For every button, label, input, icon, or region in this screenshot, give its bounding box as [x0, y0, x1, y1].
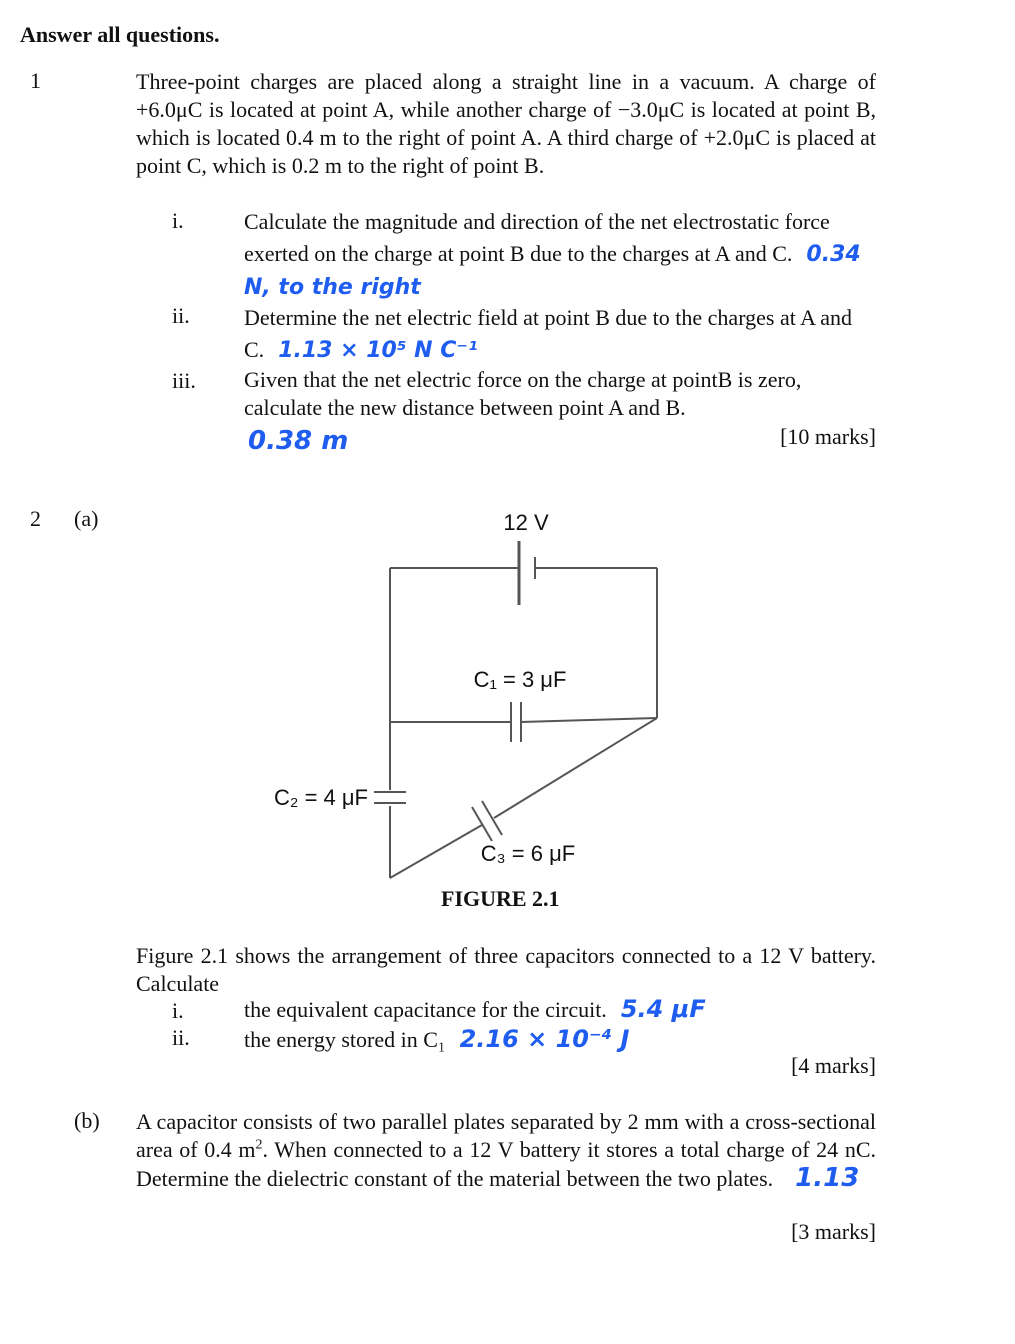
- circuit-diagram: [250, 505, 680, 890]
- q2a-item-ii-num: ii.: [172, 1025, 190, 1050]
- q1-item-iii-answer: 0.38 m: [248, 426, 349, 456]
- q1-item-i-num: i.: [172, 208, 184, 233]
- q1-item-iii-num: iii.: [172, 368, 196, 393]
- q1-item-ii-text: Determine the net electric field at point B due to the charges at A and C.: [244, 305, 853, 362]
- q1-stem: Three-point charges are placed along a straight line in a vacuum. A charge of +6.0μC is located at point A, while another charge of −3.0μC is located at point B, which is located 0.4 m to the right of point A. A third charge of +2.0μC is placed at point C, which is 0.2 m to the right of point B.: [136, 69, 876, 178]
- q2b-stem: [136, 1108, 876, 1193]
- q1-item-i-text: Calculate the magnitude and direction of the net electrostatic force exerted on the charge at point B due to the charges at A and C.: [244, 209, 830, 266]
- q2b-answer: 1.13: [795, 1163, 860, 1193]
- c3-label: C₃ = 6 μF: [480, 841, 576, 866]
- q2b-label: (b): [74, 1108, 100, 1133]
- battery-symbol: [519, 541, 535, 605]
- battery-label: 12 V: [503, 510, 549, 535]
- q1-item-ii-answer: 1.13 × 10⁵ N C⁻¹: [278, 338, 478, 363]
- q2a-item-i-num: i.: [172, 998, 184, 1023]
- c2-capacitor-symbol: [374, 790, 406, 806]
- q2a-item-i-text: the equivalent capacitance for the circuit.: [244, 997, 607, 1022]
- q1-marks: [10 marks]: [780, 424, 876, 449]
- c1-label: C₁ = 3 μF: [473, 667, 567, 692]
- c1-capacitor-symbol: [511, 702, 521, 742]
- c1-wire: [390, 718, 657, 722]
- page-heading: Answer all questions.: [20, 22, 220, 47]
- q2-number: 2: [30, 506, 41, 531]
- q1-item-i: [244, 206, 876, 304]
- q2a-item-ii-text: the energy stored in C₁: [244, 1027, 446, 1052]
- q1-item-ii-num: ii.: [172, 303, 190, 328]
- q2b-marks: [3 marks]: [791, 1219, 876, 1244]
- q2a-item-i-answer: 5.4 μF: [620, 995, 706, 1023]
- q2a-item-ii-answer: 2.16 × 10⁻⁴ J: [459, 1025, 630, 1053]
- q2b-stem-sup: 2: [255, 1137, 263, 1153]
- q2a-stem: Figure 2.1 shows the arrangement of three capacitors connected to a 12 V battery. Calculate: [136, 943, 876, 996]
- q2b-stem-text-1: A capacitor consists of two parallel plates separated by 2 mm with a cross-sectional area of 0.4 m: [136, 1109, 876, 1162]
- q2b-stem-text-2: . When connected to a 12 V battery it stores a total charge of 24 nC. Determine the dielectric constant of the material between the two plates.: [136, 1137, 876, 1191]
- q2a-label: (a): [74, 506, 99, 531]
- q1-item-i-answer: 0.34 N, to the right: [244, 242, 861, 300]
- q1-item-ii: [244, 302, 876, 367]
- c3-capacitor-symbol: [472, 801, 502, 841]
- c2-label: C₂ = 4 μF: [274, 785, 368, 810]
- q2a-marks: [4 marks]: [791, 1053, 876, 1078]
- q2a-item-ii: [244, 1022, 876, 1057]
- figure-caption: FIGURE 2.1: [441, 886, 560, 911]
- q1-number: 1: [30, 68, 41, 93]
- q1-item-iii-text: Given that the net electric force on the charge at pointB is zero, calculate the new distance between point A and B.: [244, 367, 802, 420]
